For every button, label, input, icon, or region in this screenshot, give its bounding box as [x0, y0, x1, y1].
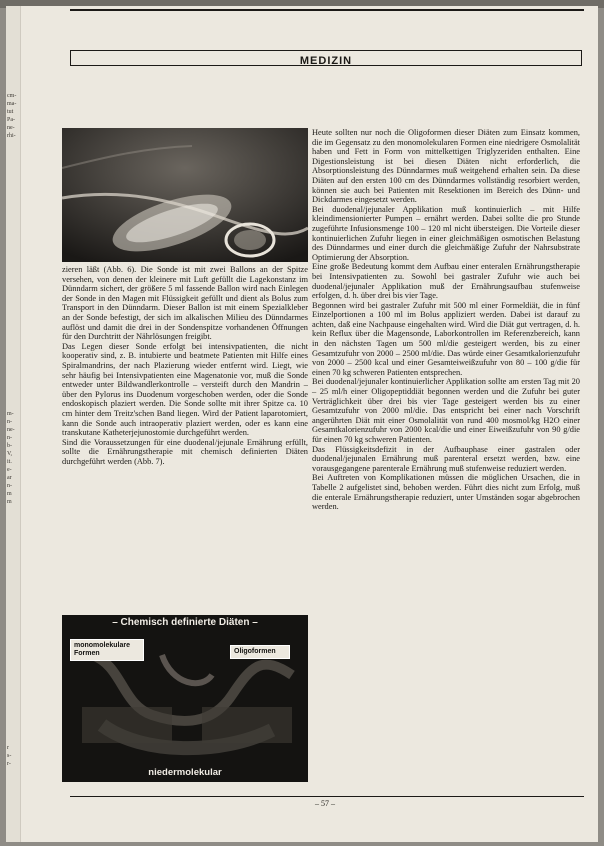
margin-fragment: ne- [7, 125, 15, 131]
section-header [70, 50, 582, 66]
margin-fragment: r [7, 745, 9, 751]
probe-photo [62, 128, 308, 262]
section-title: MEDIZIN [299, 55, 353, 67]
monomolecular-label: monomolekulare Formen [70, 639, 144, 661]
margin-fragment: ma- [7, 101, 17, 107]
margin-fragment: e- [7, 467, 12, 473]
margin-fragment: n- [7, 483, 12, 489]
margin-fragment: Pa- [7, 117, 15, 123]
diagram-title: – Chemisch definierte Diäten – [112, 617, 258, 628]
paragraph: Bei duodenal/jejunaler Applikation muß kontinuierlich – mit Hilfe kleindimensionierter Pumpen – ernährt werden. Dabei sollte die pro Stunde zugeführte Infusionsmenge 100 – 120 ml nicht übersteigen. Die Vorteile dieser kontinuierlichen Zufuhr liegen in einer gleichmäßigen osmotischen Belastung des Dünndarmes und einer durch die gleichmäßige Zufuhr der Nahrsubstrate Optimierung der Absorption. [312, 204, 580, 262]
probe-illustration [62, 128, 308, 262]
paragraph: zieren läßt (Abb. 6). Die Sonde ist mit zwei Ballons an der Spitze versehen, von denen der kleinere mit Luft gefüllt die Lagekonstanz im Dünndarm sichert, der größere 5 ml fassende Ballon wird nach Einlegen der Sonde in den Magen mit Flüssigkeit gefüllt und dient als Bolus zum Transport in den Dünndarm. Dieser Ballon ist mit einem Spezialkleber an der Sonde befestigt, der sich im alkalischen Milieu des Dünndarmes auflöst und damit die drei in der Sondenspitze vorhandenen Öffnungen für den Durchtritt der Nährlösungen freigibt. [62, 265, 308, 342]
margin-fragment: ar [7, 475, 12, 481]
paragraph: Das Legen dieser Sonde erfolgt bei intensivpatienten, die nicht kooperativ sind, z. B. intubierte und beatmete Patienten mit Hilfe eines Spiralmandrins, der nach Plazierung wieder entfernt wird. Liegt, wie sehr häufig bei Intensivpatienten eine Magenatonie vor, muß die Sonde entweder unter Bildwandlerkontrolle – versteift durch den Mandrin – über den Pylorus ins Duodenum vorgeschoben werden, oder die Sonde endoskopisch plaziert werden. Die Sonde sollte mit ihrer Spitze ca. 10 cm hinter dem Treitz'schen Band liegen. Wird der Patient laparotomiert, kann die Sonde auch intraoperativ plaziert werden, oder es kann eine transkutane Katheterjejunostomie durchgeführt werden. [62, 341, 308, 438]
margin-fragment: b- [7, 443, 12, 449]
page-number: – 57 – [315, 799, 335, 808]
diagram-bottom-label: niedermolekular [148, 767, 222, 778]
margin-fragment: it. [7, 459, 12, 465]
margin-fragment: n- [7, 435, 12, 441]
diet-diagram [62, 615, 308, 782]
margin-fragments-top [7, 92, 16, 140]
margin-fragment: tut [7, 109, 14, 115]
paragraph: Das Flüssigkeitsdefizit in der Aufbauphase einer gastralen oder duodenal/jejunalen Ernährung muß parenteral ersetzt werden, bzw. eine vorausgegangene parenterale Ernährung muß stufenweise reduziert werden. [312, 444, 580, 473]
magazine-page [6, 6, 598, 842]
paragraph: Sind die Voraussetzungen für eine duodenal/jejunale Ernährung erfüllt, sollte die Ernährungstherapie mit chemisch definierten Diäten durchgeführt werden (Abb. 7). [62, 437, 308, 466]
margin-fragment: m [7, 491, 12, 497]
article-column-right [312, 128, 580, 512]
margin-fragment: V, [7, 451, 13, 457]
paragraph: Bei duodenal/jejunaler kontinuierlicher Applikation sollte am ersten Tag mit 20 – 25 ml/h einer Oligopeptiddiät begonnen werden und die Zufuhr bei guter Verträglichkeit über drei bis vier Tage gesteigert werden bis zu einer Gesamtzufuhr von 2000 ml/die. Das entspricht bei einer nach Vorschrift angerührten Diät mit einer Osmolalität von rund 400 mosmol/kg H2O einer Gesamtkalorienzufuhr von 2000 kcal/die und einer Eiweißzufuhr von 90 g/die für einen 70 kg schweren Patienten. [312, 377, 580, 444]
margin-fragment: s- [7, 753, 12, 759]
margin-fragment: cm- [7, 93, 17, 99]
article-column-left [62, 265, 308, 466]
paragraph: Begonnen wird bei gastraler Zufuhr mit 500 ml einer Formeldiät, die in fünf Einzelportionen a 100 ml im Bolus appliziert werden. Dabei ist darauf zu achten, daß eine Nachpause eingehalten wird. Wird die Diät gut vertragen, d. h. kein Reflux über die Magensonde, Laborkontrollen im Referenzbereich, kann in den nächsten Tagen um 500 ml/die gesteigert werden, bis zu einer Gesamtzufuhr von 2000 – 2500 ml/die. Das würde einer Gesamtkalorienzufuhr von 2000 – 2500 kcal und einer Gesamteiweißzufuhr von 80 – 100 g/die für einen 70 kg schweren Patienten entsprechen. [312, 300, 580, 377]
margin-fragment: n- [7, 419, 12, 425]
paragraph: Heute sollten nur noch die Oligoformen dieser Diäten zum Einsatz kommen, die im Gegensatz zu den monomolekularen Formen eine niedrigere Osmolalität haben und Fett in Form von mittelkettigen Triglyzeriden enthalten. Eine Digestionsleistung ist bei diesen Diäten nicht erforderlich, die Absorptionsleistung des Dünndarmes muß weitgehend erhalten sein. Da diese Diäten auf den ersten 100 cm des Dünndarmes vollständig resorbiert werden, können sie auch bei Patienten mit Resektionen im Bereich des Dünn- und Dickdarmes eingesetzt werden. [312, 128, 580, 205]
margin-fragment: r- [7, 761, 11, 767]
top-rule [70, 9, 584, 11]
margin-fragment: rhi- [7, 133, 16, 139]
margin-fragments-mid [7, 410, 15, 506]
paragraph: Bei Auftreten von Komplikationen müssen die möglichen Ursachen, die in Tabelle 2 aufgelistet sind, behoben werden. Führt dies nicht zum Erfolg, muß die enterale Ernährungstherapie reduziert, unter Umständen sogar abgebrochen werden. [312, 473, 580, 512]
oligoform-label: Oligoformen [230, 645, 290, 659]
adjacent-page-margin [6, 6, 21, 842]
margin-fragment: m- [7, 411, 14, 417]
bottom-rule [70, 796, 584, 797]
margin-fragment: ne- [7, 427, 15, 433]
paragraph: Eine große Bedeutung kommt dem Aufbau einer enteralen Ernährungstherapie bei Intensivpatienten zu. Sowohl bei gastraler Zufuhr wie auch bei duodenal/jejunaler Applikation muß der Ernährungsaufbau stufenweise erfolgen, d. h. über drei bis vier Tage. [312, 262, 580, 301]
margin-fragments-bottom [7, 744, 11, 768]
margin-fragment: m [7, 499, 12, 505]
